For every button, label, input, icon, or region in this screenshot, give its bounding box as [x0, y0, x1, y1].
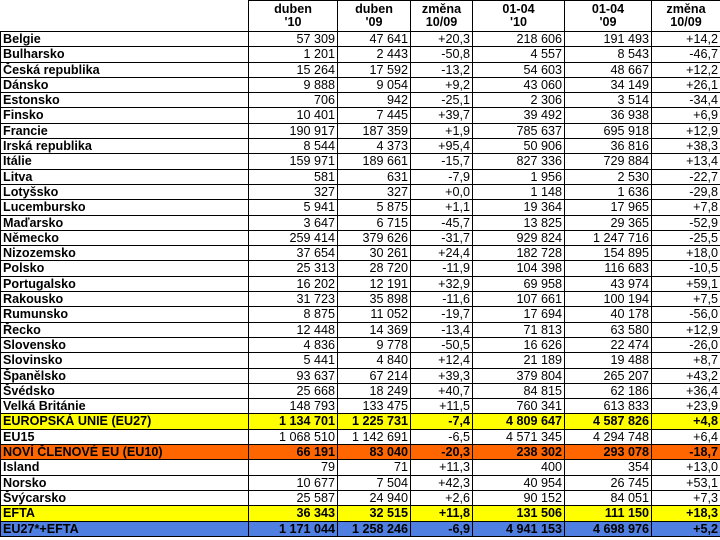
- row-label: Slovensko: [1, 337, 249, 352]
- table-row: [1, 414, 720, 429]
- value-cell: 35 898: [338, 292, 411, 307]
- value-cell: 9 778: [338, 337, 411, 352]
- row-label: Nizozemsko: [1, 246, 249, 261]
- row-label: Maďarsko: [1, 215, 249, 230]
- value-cell: 66 191: [249, 445, 338, 460]
- row-label: Dánsko: [1, 77, 249, 92]
- value-cell: -11,9: [411, 261, 473, 276]
- value-cell: +6,4: [652, 429, 720, 444]
- value-cell: 929 824: [473, 230, 565, 245]
- value-cell: 48 667: [565, 62, 652, 77]
- value-cell: -29,8: [652, 184, 720, 199]
- value-cell: 4 587 826: [565, 414, 652, 429]
- table-row: [1, 337, 720, 352]
- value-cell: 379 804: [473, 368, 565, 383]
- value-cell: 43 974: [565, 276, 652, 291]
- row-label: Bulharsko: [1, 47, 249, 62]
- value-cell: 21 189: [473, 353, 565, 368]
- value-cell: -56,0: [652, 307, 720, 322]
- value-cell: +53,1: [652, 475, 720, 490]
- value-cell: +11,8: [411, 506, 473, 521]
- value-cell: +14,2: [652, 32, 720, 47]
- value-cell: 581: [249, 169, 338, 184]
- value-cell: 83 040: [338, 445, 411, 460]
- value-cell: 2 306: [473, 93, 565, 108]
- value-cell: +20,3: [411, 32, 473, 47]
- value-cell: 5 941: [249, 200, 338, 215]
- value-cell: -19,7: [411, 307, 473, 322]
- value-cell: -11,6: [411, 292, 473, 307]
- value-cell: -45,7: [411, 215, 473, 230]
- value-cell: -22,7: [652, 169, 720, 184]
- value-cell: 7 445: [338, 108, 411, 123]
- value-cell: 84 051: [565, 490, 652, 505]
- value-cell: 1 201: [249, 47, 338, 62]
- row-label: Rakousko: [1, 292, 249, 307]
- table-row: [1, 276, 720, 291]
- value-cell: -18,7: [652, 445, 720, 460]
- value-cell: 18 249: [338, 383, 411, 398]
- value-cell: 13 825: [473, 215, 565, 230]
- value-cell: -25,5: [652, 230, 720, 245]
- table-row: [1, 292, 720, 307]
- value-cell: 293 078: [565, 445, 652, 460]
- table-row: [1, 47, 720, 62]
- value-cell: 265 207: [565, 368, 652, 383]
- table-row: [1, 246, 720, 261]
- value-cell: 17 694: [473, 307, 565, 322]
- value-cell: 1 134 701: [249, 414, 338, 429]
- row-label: Španělsko: [1, 368, 249, 383]
- value-cell: 785 637: [473, 123, 565, 138]
- row-label: Litva: [1, 169, 249, 184]
- value-cell: 4 698 976: [565, 521, 652, 536]
- value-cell: 16 626: [473, 337, 565, 352]
- value-cell: 8 544: [249, 139, 338, 154]
- value-cell: 116 683: [565, 261, 652, 276]
- header-line: '10: [284, 15, 302, 29]
- row-label: Velká Británie: [1, 399, 249, 414]
- value-cell: +24,4: [411, 246, 473, 261]
- value-cell: 4 836: [249, 337, 338, 352]
- value-cell: 1 956: [473, 169, 565, 184]
- value-cell: 133 475: [338, 399, 411, 414]
- table-row: [1, 215, 720, 230]
- value-cell: +38,3: [652, 139, 720, 154]
- value-cell: +18,0: [652, 246, 720, 261]
- value-cell: 29 365: [565, 215, 652, 230]
- value-cell: +13,4: [652, 154, 720, 169]
- value-cell: 827 336: [473, 154, 565, 169]
- value-cell: 154 895: [565, 246, 652, 261]
- value-cell: +0,0: [411, 184, 473, 199]
- value-cell: 63 580: [565, 322, 652, 337]
- value-cell: 36 343: [249, 506, 338, 521]
- value-cell: +11,3: [411, 460, 473, 475]
- value-cell: -10,5: [652, 261, 720, 276]
- row-label: Řecko: [1, 322, 249, 337]
- value-cell: 4 373: [338, 139, 411, 154]
- row-label: Portugalsko: [1, 276, 249, 291]
- row-label: EU15: [1, 429, 249, 444]
- value-cell: 84 815: [473, 383, 565, 398]
- value-cell: +95,4: [411, 139, 473, 154]
- value-cell: +5,2: [652, 521, 720, 536]
- value-cell: 24 940: [338, 490, 411, 505]
- table-body: [1, 32, 720, 537]
- value-cell: +1,1: [411, 200, 473, 215]
- table-row: [1, 353, 720, 368]
- value-cell: 9 054: [338, 77, 411, 92]
- column-header: [473, 1, 565, 32]
- value-cell: +11,5: [411, 399, 473, 414]
- table-row: [1, 200, 720, 215]
- value-cell: 19 488: [565, 353, 652, 368]
- value-cell: +12,2: [652, 62, 720, 77]
- value-cell: 17 965: [565, 200, 652, 215]
- column-header: [652, 1, 720, 32]
- value-cell: 71: [338, 460, 411, 475]
- value-cell: 131 506: [473, 506, 565, 521]
- table-row: [1, 154, 720, 169]
- value-cell: 1 247 716: [565, 230, 652, 245]
- row-label: Irská republika: [1, 139, 249, 154]
- value-cell: 14 369: [338, 322, 411, 337]
- table-row: [1, 445, 720, 460]
- value-cell: +59,1: [652, 276, 720, 291]
- table-row: [1, 261, 720, 276]
- header-line: 10/09: [425, 15, 458, 29]
- header-line: 01-04: [502, 2, 535, 16]
- value-cell: 107 661: [473, 292, 565, 307]
- value-cell: 695 918: [565, 123, 652, 138]
- header-line: duben: [355, 2, 393, 16]
- table-row: [1, 62, 720, 77]
- value-cell: 4 941 153: [473, 521, 565, 536]
- column-header: [249, 1, 338, 32]
- table-row: [1, 93, 720, 108]
- header-line: 01-04: [591, 2, 625, 16]
- row-label: Belgie: [1, 32, 249, 47]
- value-cell: +43,2: [652, 368, 720, 383]
- value-cell: -25,1: [411, 93, 473, 108]
- row-label: Itálie: [1, 154, 249, 169]
- value-cell: 218 606: [473, 32, 565, 47]
- row-label: Francie: [1, 123, 249, 138]
- table-row: [1, 123, 720, 138]
- value-cell: 187 359: [338, 123, 411, 138]
- value-cell: 28 720: [338, 261, 411, 276]
- value-cell: 40 178: [565, 307, 652, 322]
- value-cell: 3 514: [565, 93, 652, 108]
- value-cell: +39,7: [411, 108, 473, 123]
- value-cell: 25 668: [249, 383, 338, 398]
- table-row: [1, 108, 720, 123]
- row-label: Lucembursko: [1, 200, 249, 215]
- row-label: Česká republika: [1, 62, 249, 77]
- value-cell: 1 225 731: [338, 414, 411, 429]
- row-label: Švédsko: [1, 383, 249, 398]
- value-cell: 7 504: [338, 475, 411, 490]
- header-line: změna: [421, 2, 462, 16]
- value-cell: -6,5: [411, 429, 473, 444]
- value-cell: 6 715: [338, 215, 411, 230]
- row-label: Slovinsko: [1, 353, 249, 368]
- header-line: duben: [274, 2, 312, 16]
- value-cell: 71 813: [473, 322, 565, 337]
- value-cell: 8 875: [249, 307, 338, 322]
- table-row: [1, 399, 720, 414]
- value-cell: +26,1: [652, 77, 720, 92]
- value-cell: 1 142 691: [338, 429, 411, 444]
- table-row: [1, 429, 720, 444]
- table-row: [1, 383, 720, 398]
- value-cell: +13,0: [652, 460, 720, 475]
- row-label: Rumunsko: [1, 307, 249, 322]
- value-cell: +2,6: [411, 490, 473, 505]
- value-cell: 36 816: [565, 139, 652, 154]
- value-cell: 12 448: [249, 322, 338, 337]
- header-row: [1, 1, 720, 32]
- value-cell: 25 313: [249, 261, 338, 276]
- value-cell: 26 745: [565, 475, 652, 490]
- value-cell: -13,2: [411, 62, 473, 77]
- value-cell: -50,5: [411, 337, 473, 352]
- value-cell: +42,3: [411, 475, 473, 490]
- value-cell: +7,5: [652, 292, 720, 307]
- value-cell: -52,9: [652, 215, 720, 230]
- column-header: [338, 1, 411, 32]
- value-cell: 1 258 246: [338, 521, 411, 536]
- row-label: Švýcarsko: [1, 490, 249, 505]
- value-cell: 259 414: [249, 230, 338, 245]
- value-cell: 706: [249, 93, 338, 108]
- header-line: '09: [365, 15, 383, 29]
- value-cell: 31 723: [249, 292, 338, 307]
- row-label: NOVÍ ČLENOVÉ EU (EU10): [1, 445, 249, 460]
- row-label: Norsko: [1, 475, 249, 490]
- value-cell: 3 647: [249, 215, 338, 230]
- value-cell: 729 884: [565, 154, 652, 169]
- value-cell: 190 917: [249, 123, 338, 138]
- value-cell: 327: [249, 184, 338, 199]
- value-cell: 327: [338, 184, 411, 199]
- value-cell: 379 626: [338, 230, 411, 245]
- value-cell: 4 557: [473, 47, 565, 62]
- value-cell: 19 364: [473, 200, 565, 215]
- header-line: změna: [666, 2, 706, 16]
- value-cell: 47 641: [338, 32, 411, 47]
- header-line: '10: [509, 15, 527, 29]
- value-cell: 25 587: [249, 490, 338, 505]
- value-cell: 111 150: [565, 506, 652, 521]
- row-label: EFTA: [1, 506, 249, 521]
- value-cell: 57 309: [249, 32, 338, 47]
- value-cell: 11 052: [338, 307, 411, 322]
- value-cell: 36 938: [565, 108, 652, 123]
- value-cell: 760 341: [473, 399, 565, 414]
- table-row: [1, 521, 720, 536]
- value-cell: 10 401: [249, 108, 338, 123]
- value-cell: 62 186: [565, 383, 652, 398]
- value-cell: +1,9: [411, 123, 473, 138]
- value-cell: 159 971: [249, 154, 338, 169]
- corner-cell: [1, 1, 249, 32]
- value-cell: 32 515: [338, 506, 411, 521]
- value-cell: 189 661: [338, 154, 411, 169]
- table-row: [1, 490, 720, 505]
- value-cell: 631: [338, 169, 411, 184]
- value-cell: 90 152: [473, 490, 565, 505]
- value-cell: +4,8: [652, 414, 720, 429]
- value-cell: 69 958: [473, 276, 565, 291]
- column-header: [565, 1, 652, 32]
- value-cell: 100 194: [565, 292, 652, 307]
- row-label: Lotyšsko: [1, 184, 249, 199]
- table-row: [1, 322, 720, 337]
- value-cell: 22 474: [565, 337, 652, 352]
- value-cell: 93 637: [249, 368, 338, 383]
- value-cell: +6,9: [652, 108, 720, 123]
- table-row: [1, 139, 720, 154]
- value-cell: 5 441: [249, 353, 338, 368]
- row-label: Estonsko: [1, 93, 249, 108]
- value-cell: 104 398: [473, 261, 565, 276]
- value-cell: 54 603: [473, 62, 565, 77]
- table-row: [1, 506, 720, 521]
- row-label: EUROPSKÁ UNIE (EU27): [1, 414, 249, 429]
- column-header: [411, 1, 473, 32]
- value-cell: 182 728: [473, 246, 565, 261]
- value-cell: 79: [249, 460, 338, 475]
- value-cell: +12,4: [411, 353, 473, 368]
- row-label: Německo: [1, 230, 249, 245]
- value-cell: 16 202: [249, 276, 338, 291]
- value-cell: +7,3: [652, 490, 720, 505]
- value-cell: -34,4: [652, 93, 720, 108]
- table-row: [1, 368, 720, 383]
- table-row: [1, 475, 720, 490]
- value-cell: 1 068 510: [249, 429, 338, 444]
- value-cell: 4 840: [338, 353, 411, 368]
- value-cell: 9 888: [249, 77, 338, 92]
- value-cell: +39,3: [411, 368, 473, 383]
- value-cell: -26,0: [652, 337, 720, 352]
- value-cell: 5 875: [338, 200, 411, 215]
- value-cell: 2 530: [565, 169, 652, 184]
- value-cell: 4 571 345: [473, 429, 565, 444]
- value-cell: 613 833: [565, 399, 652, 414]
- value-cell: +32,9: [411, 276, 473, 291]
- value-cell: 1 171 044: [249, 521, 338, 536]
- value-cell: 148 793: [249, 399, 338, 414]
- value-cell: -13,4: [411, 322, 473, 337]
- value-cell: 10 677: [249, 475, 338, 490]
- value-cell: 238 302: [473, 445, 565, 460]
- value-cell: 400: [473, 460, 565, 475]
- value-cell: 12 191: [338, 276, 411, 291]
- value-cell: 17 592: [338, 62, 411, 77]
- value-cell: 191 493: [565, 32, 652, 47]
- value-cell: 4 809 647: [473, 414, 565, 429]
- value-cell: 1 636: [565, 184, 652, 199]
- header-line: 10/09: [670, 15, 702, 29]
- value-cell: -50,8: [411, 47, 473, 62]
- table-row: [1, 460, 720, 475]
- value-cell: -7,9: [411, 169, 473, 184]
- value-cell: +23,9: [652, 399, 720, 414]
- table-row: [1, 77, 720, 92]
- value-cell: -6,9: [411, 521, 473, 536]
- row-label: EU27*+EFTA: [1, 521, 249, 536]
- value-cell: +9,2: [411, 77, 473, 92]
- value-cell: +12,9: [652, 123, 720, 138]
- value-cell: 43 060: [473, 77, 565, 92]
- row-label: Finsko: [1, 108, 249, 123]
- value-cell: +7,8: [652, 200, 720, 215]
- value-cell: -15,7: [411, 154, 473, 169]
- value-cell: +12,9: [652, 322, 720, 337]
- table-row: [1, 184, 720, 199]
- value-cell: 30 261: [338, 246, 411, 261]
- table-row: [1, 230, 720, 245]
- value-cell: -7,4: [411, 414, 473, 429]
- value-cell: 354: [565, 460, 652, 475]
- value-cell: 50 906: [473, 139, 565, 154]
- value-cell: +18,3: [652, 506, 720, 521]
- row-label: Polsko: [1, 261, 249, 276]
- value-cell: 942: [338, 93, 411, 108]
- value-cell: 37 654: [249, 246, 338, 261]
- table-row: [1, 32, 720, 47]
- value-cell: +8,7: [652, 353, 720, 368]
- value-cell: +40,7: [411, 383, 473, 398]
- value-cell: 15 264: [249, 62, 338, 77]
- value-cell: -46,7: [652, 47, 720, 62]
- row-label: Island: [1, 460, 249, 475]
- value-cell: 34 149: [565, 77, 652, 92]
- value-cell: -20,3: [411, 445, 473, 460]
- table-row: [1, 169, 720, 184]
- value-cell: 40 954: [473, 475, 565, 490]
- value-cell: -31,7: [411, 230, 473, 245]
- value-cell: 8 543: [565, 47, 652, 62]
- value-cell: 39 492: [473, 108, 565, 123]
- table-row: [1, 307, 720, 322]
- value-cell: 67 214: [338, 368, 411, 383]
- value-cell: 1 148: [473, 184, 565, 199]
- value-cell: 4 294 748: [565, 429, 652, 444]
- value-cell: +36,4: [652, 383, 720, 398]
- value-cell: 2 443: [338, 47, 411, 62]
- header-line: '09: [599, 15, 617, 29]
